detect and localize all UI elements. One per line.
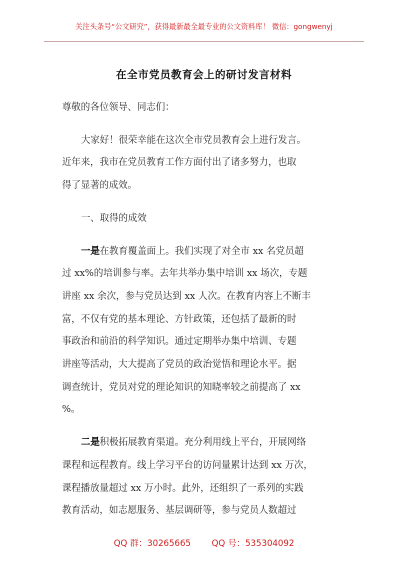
point-one-line: 过 xx%的培训参与率。去年共举办集中培训 xx 场次，专题 [62,268,308,280]
header-banner: 关注头条号“公文研究”，获得最新最全最专业的公文资料库！ 微信：gongwenyj [75,22,333,31]
document-body [62,97,352,533]
intro-line: 近年来，我市在党员教育工作方面付出了诸多努力，也取 [62,157,297,169]
intro-line: 得了显著的成效。 [62,180,138,192]
header-divider [44,41,364,42]
point-one-line: 在教育覆盖面上。我们实现了对全市 xx 名党员超 [99,245,304,257]
point-two-line: 课程和远程教育。线上学习平台的访问量累计达到 xx 万次， [62,459,313,471]
document-title: 在全市党员教育会上的研讨发言材料 [116,69,292,81]
footer-qq-group: QQ 群：30265665 [113,539,191,549]
point-one-line: 调查统计，党员对党的理论知识的知晓率较之前提高了 xx [62,381,301,393]
salutation: 尊敬的各位领导、同志们： [62,102,175,113]
point-two-line: 积极拓展教育渠道。充分利用线上平台，开展网络 [99,437,307,449]
intro-line: 大家好！很荣幸能在这次全市党员教育会上进行发言。 [81,134,307,146]
point-one-paragraph [62,241,352,423]
point-one-first-line [62,241,352,264]
point-one-line: %。 [62,404,81,416]
point-one-lead: 一是 [81,245,100,257]
footer-contact [0,537,408,549]
footer-qq-number: QQ 号：535304092 [211,539,295,549]
point-two-line: 教育活动，如志愿服务、基层调研等，参与党员人数超过 [62,505,297,517]
intro-paragraph [62,130,352,198]
point-one-line: 富，不仅有党的基本理论、方针政策，还包括了最新的时 [62,313,297,325]
point-one-line: 讲座 xx 余次，参与党员达到 xx 人次。在教育内容上不断丰 [62,290,311,302]
section-heading-achievements: 一、取得的成效 [81,212,147,224]
point-two-line: 课程播放量超过 xx 万小时。此外，还组织了一系列的实践 [62,482,304,494]
point-two-paragraph [62,432,352,523]
point-one-line: 讲座等活动，大大提高了党员的政治觉悟和理论水平。据 [62,359,297,371]
point-one-line: 事政治和前沿的科学知识。通过定期举办集中培训、专题 [62,336,297,348]
point-two-first-line [62,432,352,455]
point-two-lead: 二是 [81,437,100,449]
